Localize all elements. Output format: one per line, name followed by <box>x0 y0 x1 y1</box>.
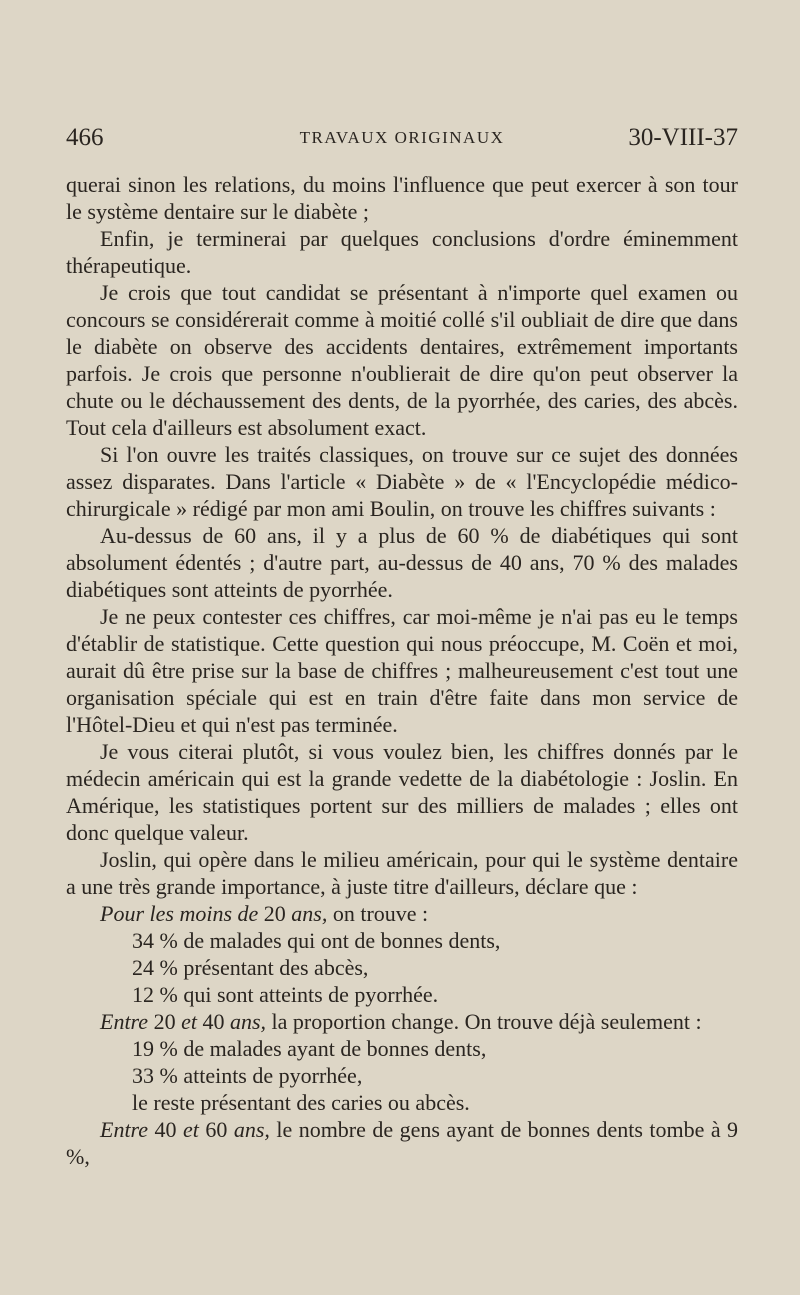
list-item: 19 % de malades ayant de bonnes dents, <box>132 1036 487 1061</box>
list-item: 33 % atteints de pyorrhée, <box>132 1063 363 1088</box>
statistics-intro-40-60: Entre 40 et 60 ans, le nombre de gens ayant de bonnes dents tombe à 9 %, <box>66 1117 739 1169</box>
statistics-intro-under-20: Pour les moins de 20 ans, on trouve : <box>100 901 429 926</box>
paragraph: Joslin, qui opère dans le milieu américain, pour qui le système dentaire a une très grande importance, à juste titre d'ailleurs, déclare que : <box>66 847 738 899</box>
running-header <box>66 124 738 156</box>
paragraph: Au-dessus de 60 ans, il y a plus de 60 % de diabétiques qui sont absolument édentés ; d'autre part, au-dessus de 40 ans, 70 % des malades diabétiques sont atteints de pyorrhée. <box>66 523 738 602</box>
list-item: 12 % qui sont atteints de pyorrhée. <box>132 982 439 1007</box>
list-item: 24 % présentant des abcès, <box>132 955 369 980</box>
page-body <box>66 171 738 1170</box>
list-item: 34 % de malades qui ont de bonnes dents, <box>132 928 501 953</box>
statistics-intro-20-40: Entre 20 et 40 ans, la proportion change. On trouve déjà seulement : <box>100 1009 702 1034</box>
issue-date: 30-VIII-37 <box>628 124 738 151</box>
list-item: le reste présentant des caries ou abcès. <box>132 1090 470 1115</box>
page-number: 466 <box>66 124 104 151</box>
paragraph: Je ne peux contester ces chiffres, car moi-même je n'ai pas eu le temps d'établir de statistique. Cette question qui nous préoccupe, M. Coën et moi, aurait dû être prise sur la base de chiffres ; malheureusement c'est tout une organisation spéciale qui est en train d'être faite dans mon service de l'Hôtel-Dieu et qui n'est pas terminée. <box>66 604 738 737</box>
running-title: TRAVAUX ORIGINAUX <box>299 128 505 147</box>
paragraph: querai sinon les relations, du moins l'influence que peut exercer à son tour le système dentaire sur le diabète ; <box>66 172 738 224</box>
paragraph: Si l'on ouvre les traités classiques, on trouve sur ce sujet des données assez disparates. Dans l'article « Diabète » de « l'Encyclopédie médico-chirurgicale » rédigé par mon ami Boulin, on trouve les chiffres suivants : <box>66 442 738 521</box>
paragraph: Je vous citerai plutôt, si vous voulez bien, les chiffres donnés par le médecin américain qui est la grande vedette de la diabétologie : Joslin. En Amérique, les statistiques portent sur des milliers de malades ; elles ont donc quelque valeur. <box>66 739 738 845</box>
paragraph: Enfin, je terminerai par quelques conclusions d'ordre éminemment thérapeutique. <box>66 226 738 278</box>
paragraph: Je crois que tout candidat se présentant à n'importe quel examen ou concours se considérerait comme à moitié collé s'il oubliait de dire que dans le diabète on observe des accidents dentaires, extrêmement importants parfois. Je crois que personne n'oublierait de dire qu'on peut observer la chute ou le déchaussement des dents, de la pyorrhée, des caries, des abcès. Tout cela d'ailleurs est absolument exact. <box>66 280 738 440</box>
